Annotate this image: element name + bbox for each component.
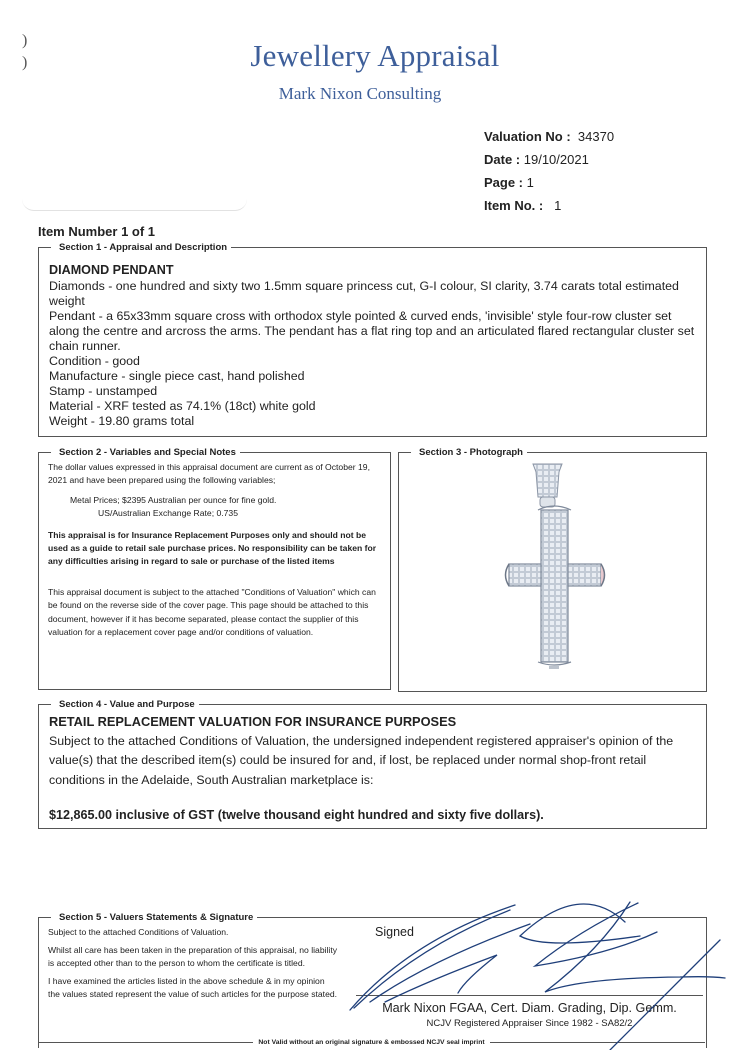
metal-prices: Metal Prices; $2395 Australian per ounce for fine gold. (70, 494, 277, 505)
statement-liability: Whilst all care has been taken in the preparation of this appraisal, no liability is accepted other than to the person to whom the certificate is titled. (48, 945, 338, 968)
description-pendant: Pendant - a 65x33mm square cross with orthodox style pointed & curved ends, 'invisible' style four-row cluster set along the centre and arcross the arms. The pendant has a flat ring top and an articulated flared rectangular cluster set chain runner. (49, 309, 695, 353)
item-heading: DIAMOND PENDANT (49, 263, 174, 277)
section-variables-notes (38, 446, 391, 690)
description-weight: Weight - 19.80 grams total (49, 414, 195, 428)
description-diamonds: Diamonds - one hundred and sixty two 1.5mm square princess cut, G-I colour, SI clarity, 3.74 carats total estimated weight (49, 279, 679, 308)
cross-pendant-photo (399, 452, 706, 691)
signed-label: Signed (375, 925, 414, 939)
variables-intro: The dollar values expressed in this appraisal document are current as of October 19, 2021 and have been prepared using the following variables; (48, 462, 370, 486)
validity-footer (38, 1039, 705, 1046)
statement-conditions: Subject to the attached Conditions of Valuation. (48, 927, 229, 937)
signature-line (356, 995, 703, 996)
section-5-legend: Section 5 - Valuers Statements & Signature (51, 912, 257, 923)
section-4-legend: Section 4 - Value and Purpose (51, 699, 199, 710)
description-material: Material - XRF tested as 74.1% (18ct) white gold (49, 399, 316, 413)
statement-examination: I have examined the articles listed in the above schedule & in my opinion the values stated represent the value of such articles for the purpose stated. (48, 976, 338, 999)
insurance-notice: This appraisal is for Insurance Replacement Purposes only and should not be used as a guide to retail sale purchase prices. No responsibility can be taken for any difficulties arising in regard to sale or purchase of the listed items (48, 529, 377, 567)
section-value-purpose (38, 698, 707, 829)
registration-number: NCJV Registered Appraiser Since 1982 - SA82/2 (426, 1018, 633, 1029)
item-number-heading: Item Number 1 of 1 (38, 224, 156, 239)
section-1-legend: Section 1 - Appraisal and Description (51, 242, 231, 253)
conditions-notice: This appraisal document is subject to the attached "Conditions of Valuation" which can be found on the reverse side of the cover page. This page should be attached to this document, however if it has become separated, please contact the supplier of this valuation for a replacement cover page and/or conditions of valuation. (48, 586, 376, 638)
section-appraisal-description (38, 241, 707, 437)
section-photograph (398, 446, 707, 692)
valuation-amount: $12,865.00 inclusive of GST (twelve thousand eight hundred and sixty five dollars). (49, 808, 544, 822)
signer-credentials: Mark Nixon FGAA, Cert. Diam. Grading, Dip. Gemm. (382, 1001, 677, 1015)
valuation-date: Date : 19/10/2021 (484, 152, 589, 167)
section-3-legend: Section 3 - Photograph (411, 447, 527, 458)
description-stamp: Stamp - unstamped (49, 384, 158, 398)
exchange-rate: US/Australian Exchange Rate; 0.735 (98, 508, 238, 519)
valuation-purpose-heading: RETAIL REPLACEMENT VALUATION FOR INSURANCE PURPOSES (49, 714, 457, 729)
margin-marks: ) ) (22, 32, 28, 71)
description-manufacture: Manufacture - single piece cast, hand polished (49, 369, 305, 383)
page-number: Page : 1 (484, 175, 534, 190)
item-number-field: Item No. : 1 (484, 198, 562, 213)
valuation-statement: Subject to the attached Conditions of Valuation, the undersigned independent registered appraiser's opinion of the value(s) that the described item(s) could be insured for and, if lost, be replaced under normal shop-front retail conditions in the Adelaide, South Australian marketplace is: (49, 733, 674, 787)
company-name: Mark Nixon Consulting (278, 84, 442, 103)
paper-fold-shadow (22, 160, 247, 211)
validity-notice: Not Valid without an original signature & embossed NCJV seal imprint (258, 1039, 485, 1046)
valuation-meta (484, 125, 614, 217)
document-title: Jewellery Appraisal (250, 38, 500, 73)
description-condition: Condition - good (49, 354, 140, 368)
valuation-number: Valuation No : 34370 (484, 129, 615, 144)
section-2-legend: Section 2 - Variables and Special Notes (51, 447, 240, 458)
